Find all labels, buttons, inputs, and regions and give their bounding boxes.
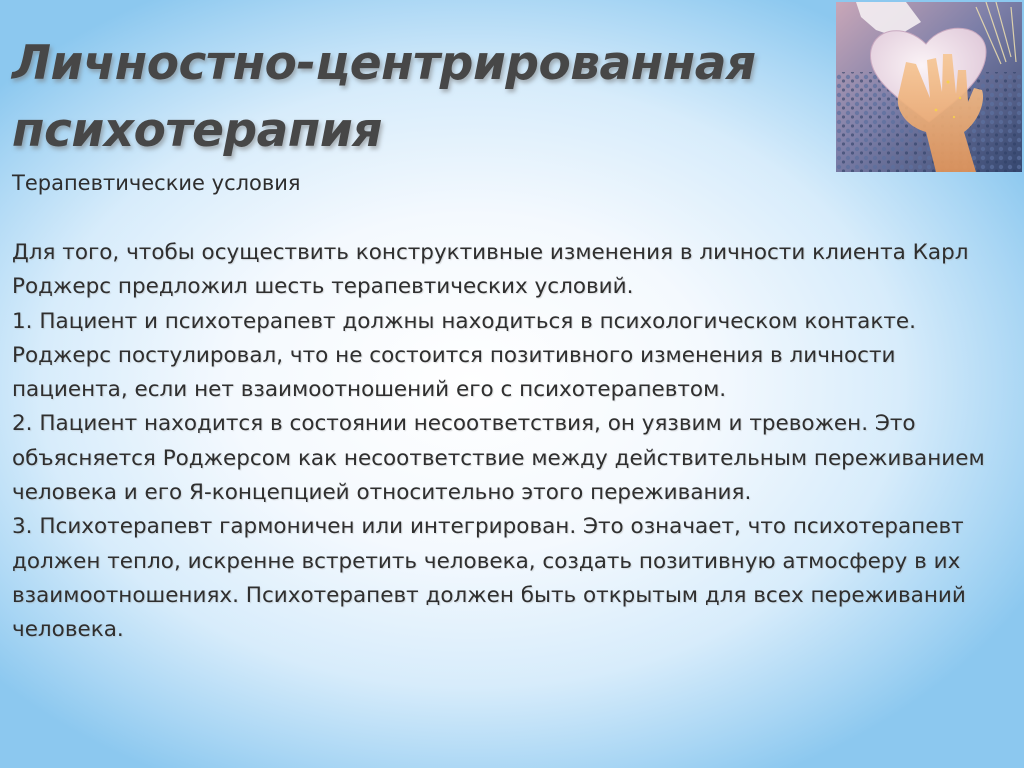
title-line-2: психотерапия xyxy=(12,103,382,158)
paragraph-intro: Для того, чтобы осуществить конструктивные изменения в личности клиента Карл Роджерс предложил шесть терапевтических условий. xyxy=(12,240,969,300)
paragraph-condition-1: 1. Пациент и психотерапевт должны находиться в психологическом контакте. Роджерс постулировал, что не состоится позитивного изменения в личности пациента, если нет взаимоотношений его с психотерапевтом. xyxy=(12,308,916,403)
slide-body xyxy=(12,236,1016,648)
title-line-1: Личностно-центрированная xyxy=(12,36,756,91)
hands-heart-icon xyxy=(836,2,1022,172)
paragraph-condition-3: 3. Психотерапевт гармоничен или интегрирован. Это означает, что психотерапевт должен тепло, искренне встретить человека, создать позитивную атмосферу в их взаимоотношениях. Психотерапевт должен быть открытым для всех переживаний человека. xyxy=(12,514,966,643)
hands-heart-illustration xyxy=(836,2,1022,172)
slide-title xyxy=(12,30,832,164)
paragraph-condition-2: 2. Пациент находится в состоянии несоответствия, он уязвим и тревожен. Это объясняется Роджерсом как несоответствие между действительным переживанием человека и его Я-концепцией относительно этого переживания. xyxy=(12,411,985,506)
slide-subtitle: Терапевтические условия xyxy=(12,171,301,195)
